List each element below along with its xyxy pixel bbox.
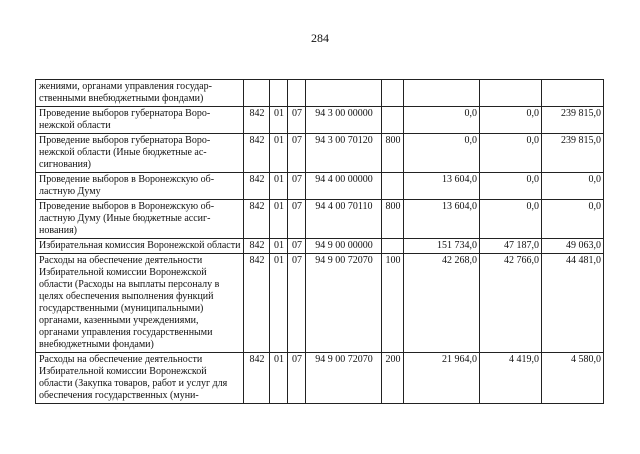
section-code-cell xyxy=(270,80,288,107)
amount-year2-cell: 0,0 xyxy=(480,134,542,173)
row-name-cell: Расходы на обеспечение деятельности Избирательной комиссии Воронежской области (Закупка товаров, работ и услуг для обеспечения государственных (муни- xyxy=(36,353,244,404)
page-number: 284 xyxy=(311,31,329,45)
ministry-code-cell: 842 xyxy=(244,353,270,404)
subsection-code-cell: 07 xyxy=(288,353,306,404)
ministry-code-cell: 842 xyxy=(244,239,270,254)
table-row xyxy=(36,80,604,107)
amount-year1-cell: 151 734,0 xyxy=(404,239,480,254)
table-row xyxy=(36,134,604,173)
target-article-cell: 94 4 00 00000 xyxy=(306,173,382,200)
amount-year2-cell: 47 187,0 xyxy=(480,239,542,254)
subsection-code-cell: 07 xyxy=(288,200,306,239)
target-article-cell: 94 3 00 70120 xyxy=(306,134,382,173)
expense-type-cell: 800 xyxy=(382,134,404,173)
amount-year1-cell: 13 604,0 xyxy=(404,173,480,200)
section-code-cell: 01 xyxy=(270,200,288,239)
table-row xyxy=(36,107,604,134)
subsection-code-cell xyxy=(288,80,306,107)
target-article-cell: 94 4 00 70110 xyxy=(306,200,382,239)
amount-year1-cell: 42 268,0 xyxy=(404,254,480,353)
target-article-cell: 94 9 00 00000 xyxy=(306,239,382,254)
amount-year1-cell: 13 604,0 xyxy=(404,200,480,239)
section-code-cell: 01 xyxy=(270,173,288,200)
amount-year2-cell: 42 766,0 xyxy=(480,254,542,353)
amount-year2-cell xyxy=(480,80,542,107)
expense-type-cell xyxy=(382,107,404,134)
amount-year3-cell: 0,0 xyxy=(542,200,604,239)
expense-type-cell: 100 xyxy=(382,254,404,353)
section-code-cell: 01 xyxy=(270,134,288,173)
row-name-cell: Проведение выборов в Воронежскую областную Думу (Иные бюджетные ассигнования) xyxy=(36,200,244,239)
row-name-cell: Проведение выборов губернатора Воронежской области (Иные бюджетные ассигнования) xyxy=(36,134,244,173)
table-row xyxy=(36,173,604,200)
amount-year3-cell: 239 815,0 xyxy=(542,134,604,173)
amount-year1-cell: 0,0 xyxy=(404,134,480,173)
row-name-cell: Избирательная комиссия Воронежской области xyxy=(36,239,244,254)
expense-type-cell xyxy=(382,173,404,200)
table-row xyxy=(36,254,604,353)
amount-year3-cell: 4 580,0 xyxy=(542,353,604,404)
amount-year2-cell: 0,0 xyxy=(480,107,542,134)
amount-year3-cell: 49 063,0 xyxy=(542,239,604,254)
table-row xyxy=(36,353,604,404)
amount-year1-cell xyxy=(404,80,480,107)
expense-type-cell xyxy=(382,239,404,254)
section-code-cell: 01 xyxy=(270,107,288,134)
amount-year1-cell: 21 964,0 xyxy=(404,353,480,404)
target-article-cell xyxy=(306,80,382,107)
subsection-code-cell: 07 xyxy=(288,254,306,353)
expense-type-cell: 200 xyxy=(382,353,404,404)
subsection-code-cell: 07 xyxy=(288,107,306,134)
amount-year3-cell: 44 481,0 xyxy=(542,254,604,353)
budget-table xyxy=(35,79,604,404)
target-article-cell: 94 3 00 00000 xyxy=(306,107,382,134)
ministry-code-cell: 842 xyxy=(244,254,270,353)
expense-type-cell: 800 xyxy=(382,200,404,239)
amount-year2-cell: 0,0 xyxy=(480,173,542,200)
amount-year3-cell: 239 815,0 xyxy=(542,107,604,134)
expense-type-cell xyxy=(382,80,404,107)
table-row xyxy=(36,239,604,254)
ministry-code-cell: 842 xyxy=(244,134,270,173)
row-name-cell: Расходы на обеспечение деятельности Избирательной комиссии Воронежской области (Расходы на выплаты персоналу в целях обеспечения выполнения функций государственными (муниципальными) органами, казенными учреждениями, органами управления государственными внебюджетными фондами) xyxy=(36,254,244,353)
target-article-cell: 94 9 00 72070 xyxy=(306,353,382,404)
amount-year3-cell xyxy=(542,80,604,107)
ministry-code-cell: 842 xyxy=(244,107,270,134)
row-name-cell: жениями, органами управления государственными внебюджетными фондами) xyxy=(36,80,244,107)
section-code-cell: 01 xyxy=(270,353,288,404)
section-code-cell: 01 xyxy=(270,239,288,254)
ministry-code-cell: 842 xyxy=(244,200,270,239)
row-name-cell: Проведение выборов губернатора Воронежской области xyxy=(36,107,244,134)
amount-year1-cell: 0,0 xyxy=(404,107,480,134)
section-code-cell: 01 xyxy=(270,254,288,353)
subsection-code-cell: 07 xyxy=(288,134,306,173)
target-article-cell: 94 9 00 72070 xyxy=(306,254,382,353)
ministry-code-cell: 842 xyxy=(244,173,270,200)
ministry-code-cell xyxy=(244,80,270,107)
subsection-code-cell: 07 xyxy=(288,239,306,254)
table-row xyxy=(36,200,604,239)
subsection-code-cell: 07 xyxy=(288,173,306,200)
row-name-cell: Проведение выборов в Воронежскую областную Думу xyxy=(36,173,244,200)
amount-year2-cell: 4 419,0 xyxy=(480,353,542,404)
amount-year2-cell: 0,0 xyxy=(480,200,542,239)
amount-year3-cell: 0,0 xyxy=(542,173,604,200)
